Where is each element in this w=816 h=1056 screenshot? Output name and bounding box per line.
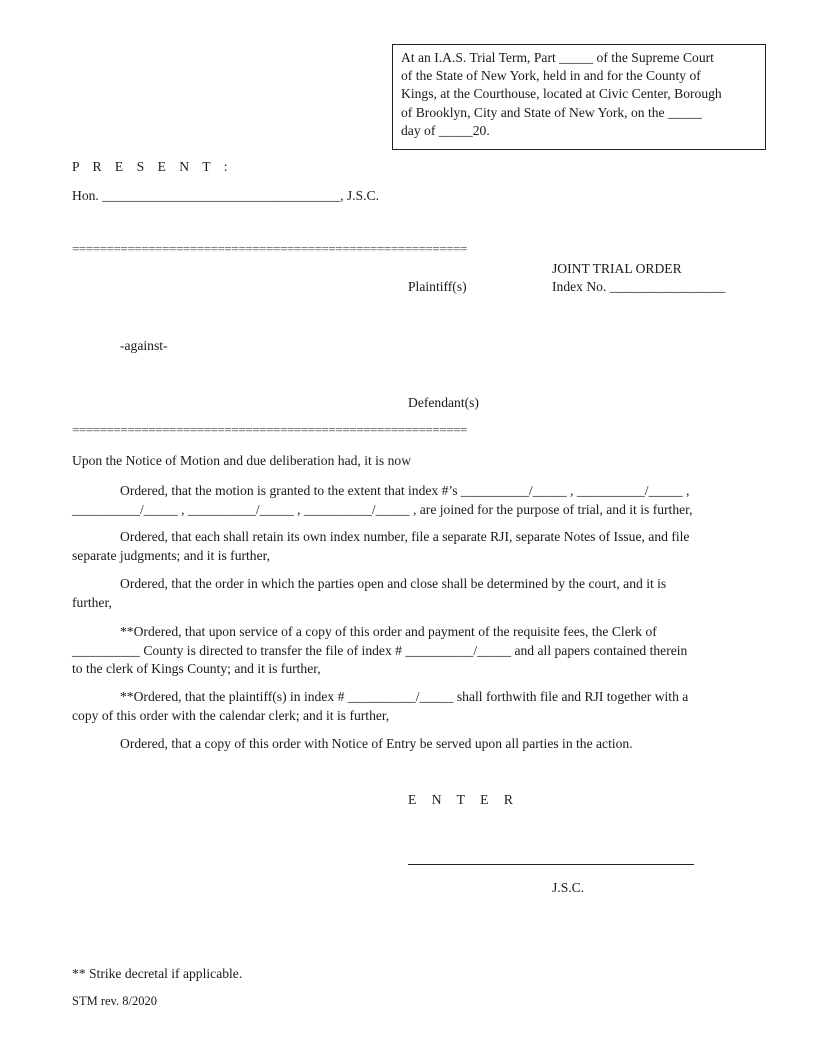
- top-double-rule: =========================================================: [72, 244, 468, 254]
- paragraph-line: Ordered, that a copy of this order with Notice of Entry be served upon all parties in the action.: [120, 736, 633, 751]
- paragraph-line: separate judgments; and it is further,: [72, 547, 271, 563]
- paragraph-line: __________ County is directed to transfer the file of index # __________/_____ and all papers contained therein: [72, 642, 688, 658]
- signature-line: [408, 864, 694, 865]
- ordered-paragraph: [72, 623, 744, 679]
- ordered-paragraph: [72, 735, 744, 754]
- paragraph-line: Ordered, that the order in which the parties open and close shall be determined by the court, and it is: [120, 576, 667, 591]
- defendants-label: Defendant(s): [408, 395, 479, 410]
- paragraph-line: to the clerk of Kings County; and it is further,: [72, 661, 321, 676]
- paragraph-line: **Ordered, that the plaintiff(s) in index # __________/_____ shall forthwith file and RJI together with a: [120, 689, 689, 704]
- present-label: P R E S E N T :: [72, 159, 233, 174]
- index-number-field: Index No. _________________: [552, 279, 726, 294]
- court-caption-box: [392, 44, 766, 150]
- enter-label: E N T E R: [408, 792, 519, 807]
- caption-line: day of _____20.: [401, 122, 490, 138]
- signature-title: J.S.C.: [552, 880, 585, 895]
- paragraph-line: Ordered, that the motion is granted to the extent that index #’s __________/_____ , __________/_____ ,: [120, 483, 690, 498]
- bottom-double-rule: =========================================================: [72, 425, 468, 435]
- paragraph-line: Ordered, that each shall retain its own index number, file a separate RJI, separate Notes of Issue, and file: [120, 529, 690, 544]
- caption-line: Kings, at the Courthouse, located at Civic Center, Borough: [401, 86, 722, 102]
- intro-text: Upon the Notice of Motion and due deliberation had, it is now: [72, 453, 412, 468]
- footnote: ** Strike decretal if applicable.: [72, 966, 243, 981]
- ordered-paragraph: [72, 688, 744, 725]
- paragraph-line: further,: [72, 594, 112, 610]
- revision-label: STM rev. 8/2020: [72, 994, 157, 1008]
- caption-line: of Brooklyn, City and State of New York, on the _____: [401, 104, 702, 120]
- against-label: -against-: [120, 338, 168, 353]
- caption-line: of the State of New York, held in and for the County of: [401, 68, 701, 84]
- ordered-paragraph: [72, 482, 744, 519]
- paragraph-line: __________/_____ , __________/_____ , __________/_____ , are joined for the purpose of trial, and it is further,: [72, 501, 693, 517]
- document-title: JOINT TRIAL ORDER: [552, 261, 682, 276]
- paragraph-line: **Ordered, that upon service of a copy of this order and payment of the requisite fees, the Clerk of: [120, 624, 657, 639]
- judge-line: Hon. ___________________________________, J.S.C.: [72, 188, 380, 203]
- ordered-paragraph: [72, 528, 744, 565]
- paragraph-line: copy of this order with the calendar clerk; and it is further,: [72, 707, 390, 723]
- caption-line: At an I.A.S. Trial Term, Part _____ of the Supreme Court: [401, 50, 714, 65]
- plaintiffs-label: Plaintiff(s): [408, 279, 467, 294]
- ordered-paragraph: [72, 575, 744, 612]
